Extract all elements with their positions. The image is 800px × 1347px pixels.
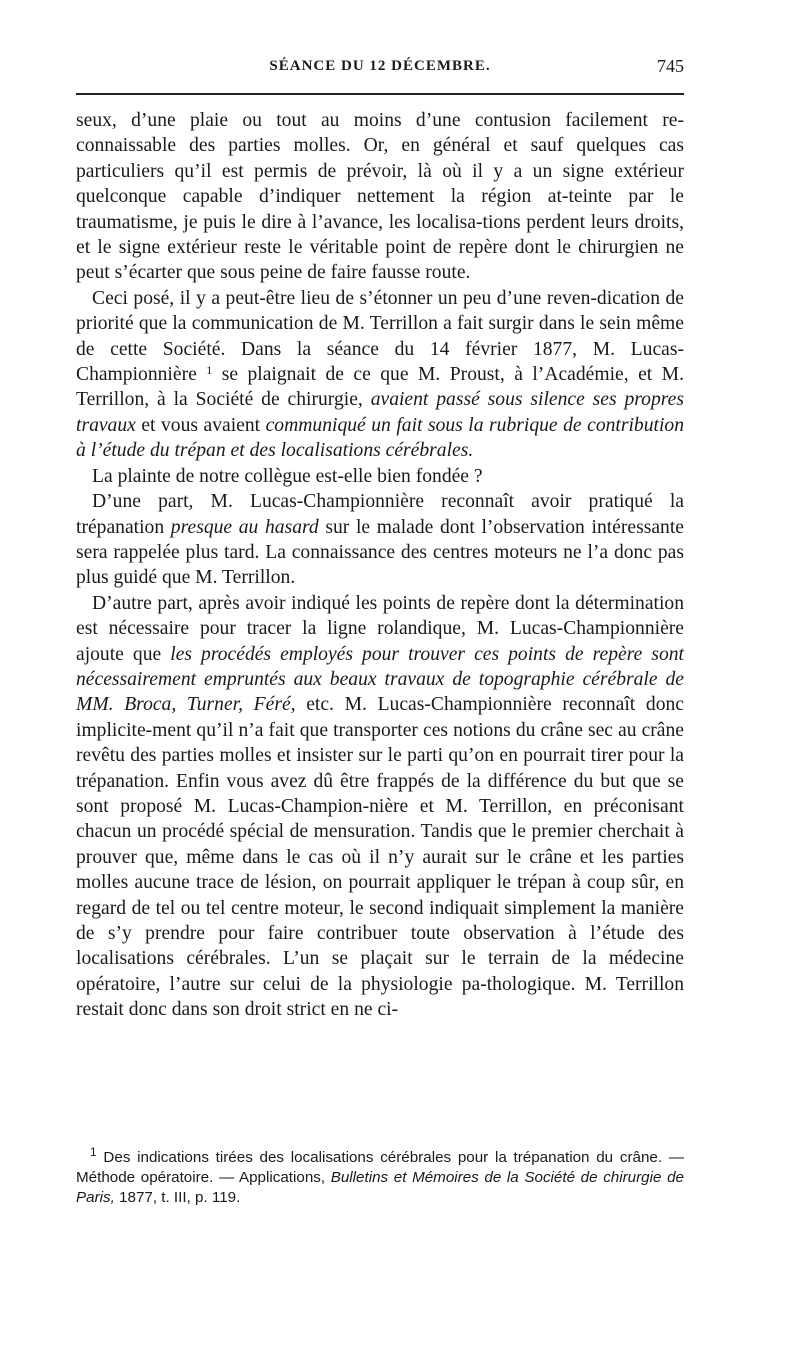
paragraph: [76, 464, 684, 489]
text-span: Des indications tirées des localisations cérébrales pour la trépanation du crâne. — Méthode opératoire. — Applications,: [76, 1149, 684, 1186]
body-text: [76, 108, 684, 1023]
text-span: et vous avaient: [135, 414, 266, 436]
running-head: SÉANCE DU 12 DÉCEMBRE.: [269, 58, 491, 74]
footnote-ref: 1: [90, 1145, 97, 1159]
page-number: 745: [657, 56, 684, 76]
text-span: seux, d’une plaie ou tout au moins d’une contusion facilement re-connaissable des parties molles. Or, en général et sauf quelques cas particuliers qu’il est permis de prévoir, là où il y a un signe extérieur quelconque capable d’indiquer nettement la région at-teinte par le traumatisme, je puis le dire à l’avance, les localisa-tions perdent leurs droits, et le signe extérieur reste le véritable point de repère dont le chirurgien ne peut s’écarter que sous peine de faire fausse route.: [76, 110, 684, 284]
text-span: La plainte de notre collègue est-elle bien fondée ?: [92, 465, 483, 487]
page-header: [76, 58, 684, 84]
italic-span: les procédés employés pour trouver ces points de repère sont nécessairement empruntés aux beaux travaux de topographie cérébrale de MM. Broca, Turner, Féré,: [76, 643, 684, 716]
text-span: etc. M. Lucas-Championnière reconnaît donc implicite-ment qu’il n’a fait que transporter ces notions du crâne sec au crâne revêtu des parties molles et insister sur le parti qu’on en pourrait tirer pour la trépanation. Enfin vous avez dû être frappés de la différence du but que se sont proposé M. Lucas-Champion-nière et M. Terrillon, en préconisant chacun un procédé spécial de mensuration. Tandis que le premier cherchait à prouver que, même dans le cas où il n’y aurait sur le crâne et les parties molles aucune trace de lésion, on pourrait appliquer le trépan à coup sûr, en regard de tel ou tel centre moteur, le second indiquait simplement la manière de s’y prendre pour faire contribuer toute observation à l’étude des localisations cérébrales. L’un se plaçait sur le terrain de la médecine opératoire, l’autre sur celui de la physiologie pa-thologique. M. Terrillon restait donc dans son droit strict en ne ci-: [76, 694, 684, 1021]
paragraph: [76, 591, 684, 1023]
paragraph: [76, 286, 684, 464]
text-span: sur le malade dont l’observation intéressante sera rappelée plus tard. La connaissance des centres moteurs ne l’a donc pas plus guidé que M. Terrillon.: [76, 516, 684, 589]
italic-span: avaient passé sous silence ses propres travaux: [76, 389, 684, 436]
italic-span: Bulletins et Mémoires de la Société de chirurgie de Paris,: [76, 1169, 684, 1206]
text-span: D’une part, M. Lucas-Championnière reconnaît avoir pratiqué la trépanation: [76, 491, 684, 538]
footnote-ref: 1: [206, 363, 213, 378]
text-span: Ceci posé, il y a peut-être lieu de s’étonner un peu d’une reven-dication de priorité que la communication de M. Terrillon a fait surgir dans le sein même de cette Société. Dans la séance du 14 février 1877, M. Lucas-Championnière: [76, 287, 684, 386]
italic-span: communiqué un fait sous la rubrique de contribution à l’étude du trépan et des localisations cérébrales.: [76, 414, 685, 462]
header-rule: [76, 93, 684, 95]
italic-span: presque au hasard: [170, 516, 319, 538]
paragraph: [76, 108, 684, 286]
text-span: 1877, t. III, p. 119.: [114, 1189, 241, 1206]
text-span: se plaignait de ce que M. Proust, à l’Académie, et M. Terrillon, à la Société de chirurgie,: [76, 364, 684, 411]
text-span: D’autre part, après avoir indiqué les points de repère dont la détermination est nécessaire pour tracer la ligne rolandique, M. Lucas-Championnière ajoute que: [76, 592, 684, 665]
footnote: [76, 1145, 684, 1208]
paragraph: [76, 489, 684, 591]
footnotes: [76, 1145, 684, 1208]
